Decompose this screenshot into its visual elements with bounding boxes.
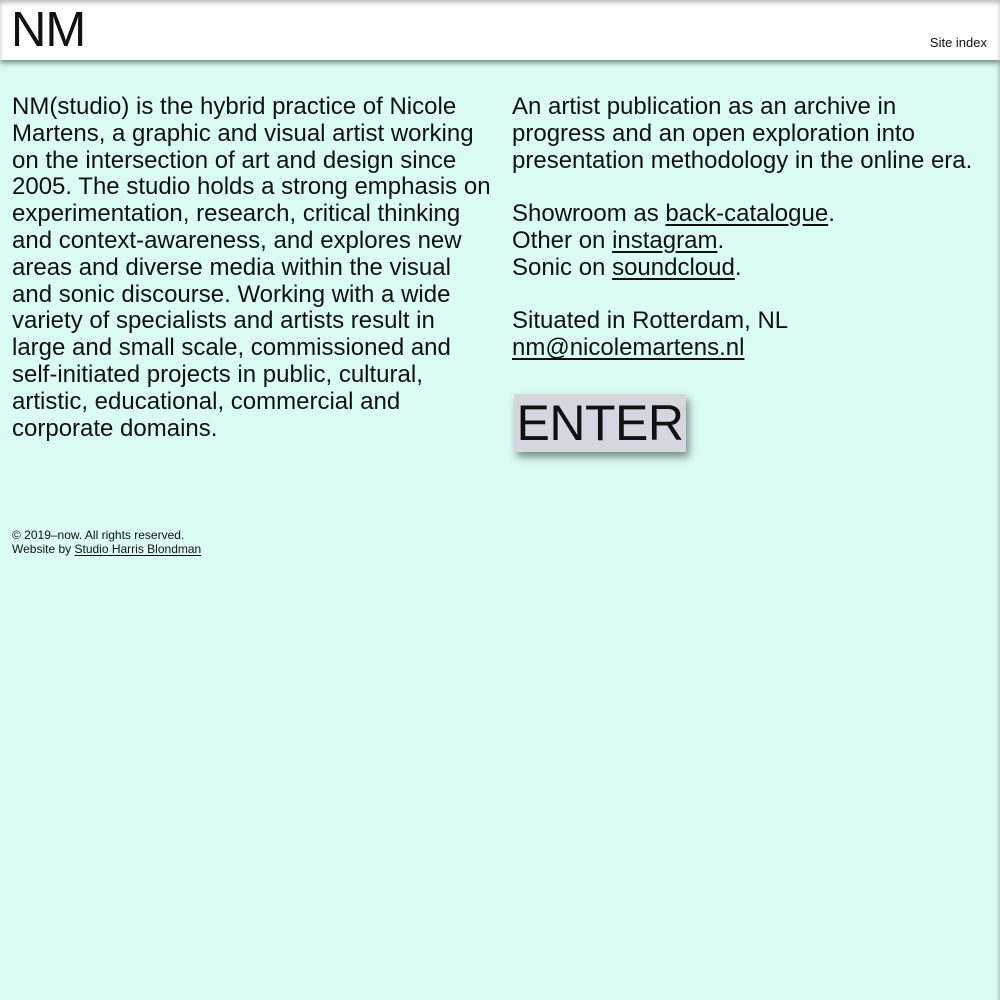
intro-line: experimentation, research, critical thinking	[12, 200, 461, 228]
site-logo[interactable]: NM	[11, 3, 86, 57]
studio-credit-link[interactable]: Studio Harris Blondman	[74, 541, 202, 556]
credit-prefix: Website by	[12, 541, 75, 556]
publication-line: presentation methodology in the online era.	[512, 146, 973, 174]
credit-line	[12, 543, 201, 557]
showroom-line	[512, 201, 990, 228]
intro-column	[12, 94, 494, 442]
sonic-prefix: Sonic on	[512, 253, 613, 281]
instagram-link[interactable]: instagram	[612, 226, 718, 254]
info-column	[512, 94, 990, 362]
intro-line: self-initiated projects in public, cultural,	[12, 360, 423, 388]
soundcloud-link[interactable]: soundcloud	[612, 253, 735, 281]
intro-line: 2005. The studio holds a strong emphasis on	[12, 173, 491, 201]
period: .	[828, 200, 835, 228]
intro-line: artistic, educational, commercial and	[12, 387, 401, 415]
enter-button[interactable]: ENTER	[514, 394, 686, 452]
other-prefix: Other on	[512, 226, 613, 254]
intro-line: Martens, a graphic and visual artist working	[12, 119, 474, 147]
intro-line: and sonic discourse. Working with a wide	[12, 280, 451, 308]
email-link[interactable]: nm@nicolemartens.nl	[512, 334, 745, 362]
publication-line: An artist publication as an archive in	[512, 93, 897, 120]
intro-paragraph	[12, 94, 494, 442]
publication-paragraph	[512, 94, 990, 174]
contact-paragraph	[512, 308, 990, 362]
back-catalogue-link[interactable]: back-catalogue	[665, 200, 829, 228]
period: .	[717, 226, 725, 254]
intro-line: large and small scale, commissioned and	[12, 334, 451, 362]
intro-line: on the intersection of art and design since	[12, 146, 457, 174]
period: .	[734, 253, 742, 281]
intro-line: variety of specialists and artists result in	[12, 307, 435, 335]
site-index-link[interactable]: Site index	[929, 35, 987, 50]
showroom-prefix: Showroom as	[512, 200, 666, 228]
links-paragraph	[512, 201, 990, 281]
publication-line: progress and an open exploration into	[512, 119, 915, 147]
site-footer	[12, 529, 201, 556]
intro-line: and context-awareness, and explores new	[12, 226, 462, 254]
scrollbar-edge	[996, 60, 1000, 1000]
site-header	[0, 0, 1000, 60]
email-line	[512, 335, 990, 362]
soundcloud-line	[512, 255, 990, 282]
location-text: Situated in Rotterdam, NL	[512, 307, 789, 335]
intro-line: corporate domains.	[12, 414, 218, 442]
copyright-text: © 2019–now. All rights reserved.	[12, 528, 185, 542]
intro-line: areas and diverse media within the visual	[12, 253, 451, 281]
instagram-line	[512, 228, 990, 255]
intro-line: NM(studio) is the hybrid practice of Nicole	[12, 93, 457, 120]
